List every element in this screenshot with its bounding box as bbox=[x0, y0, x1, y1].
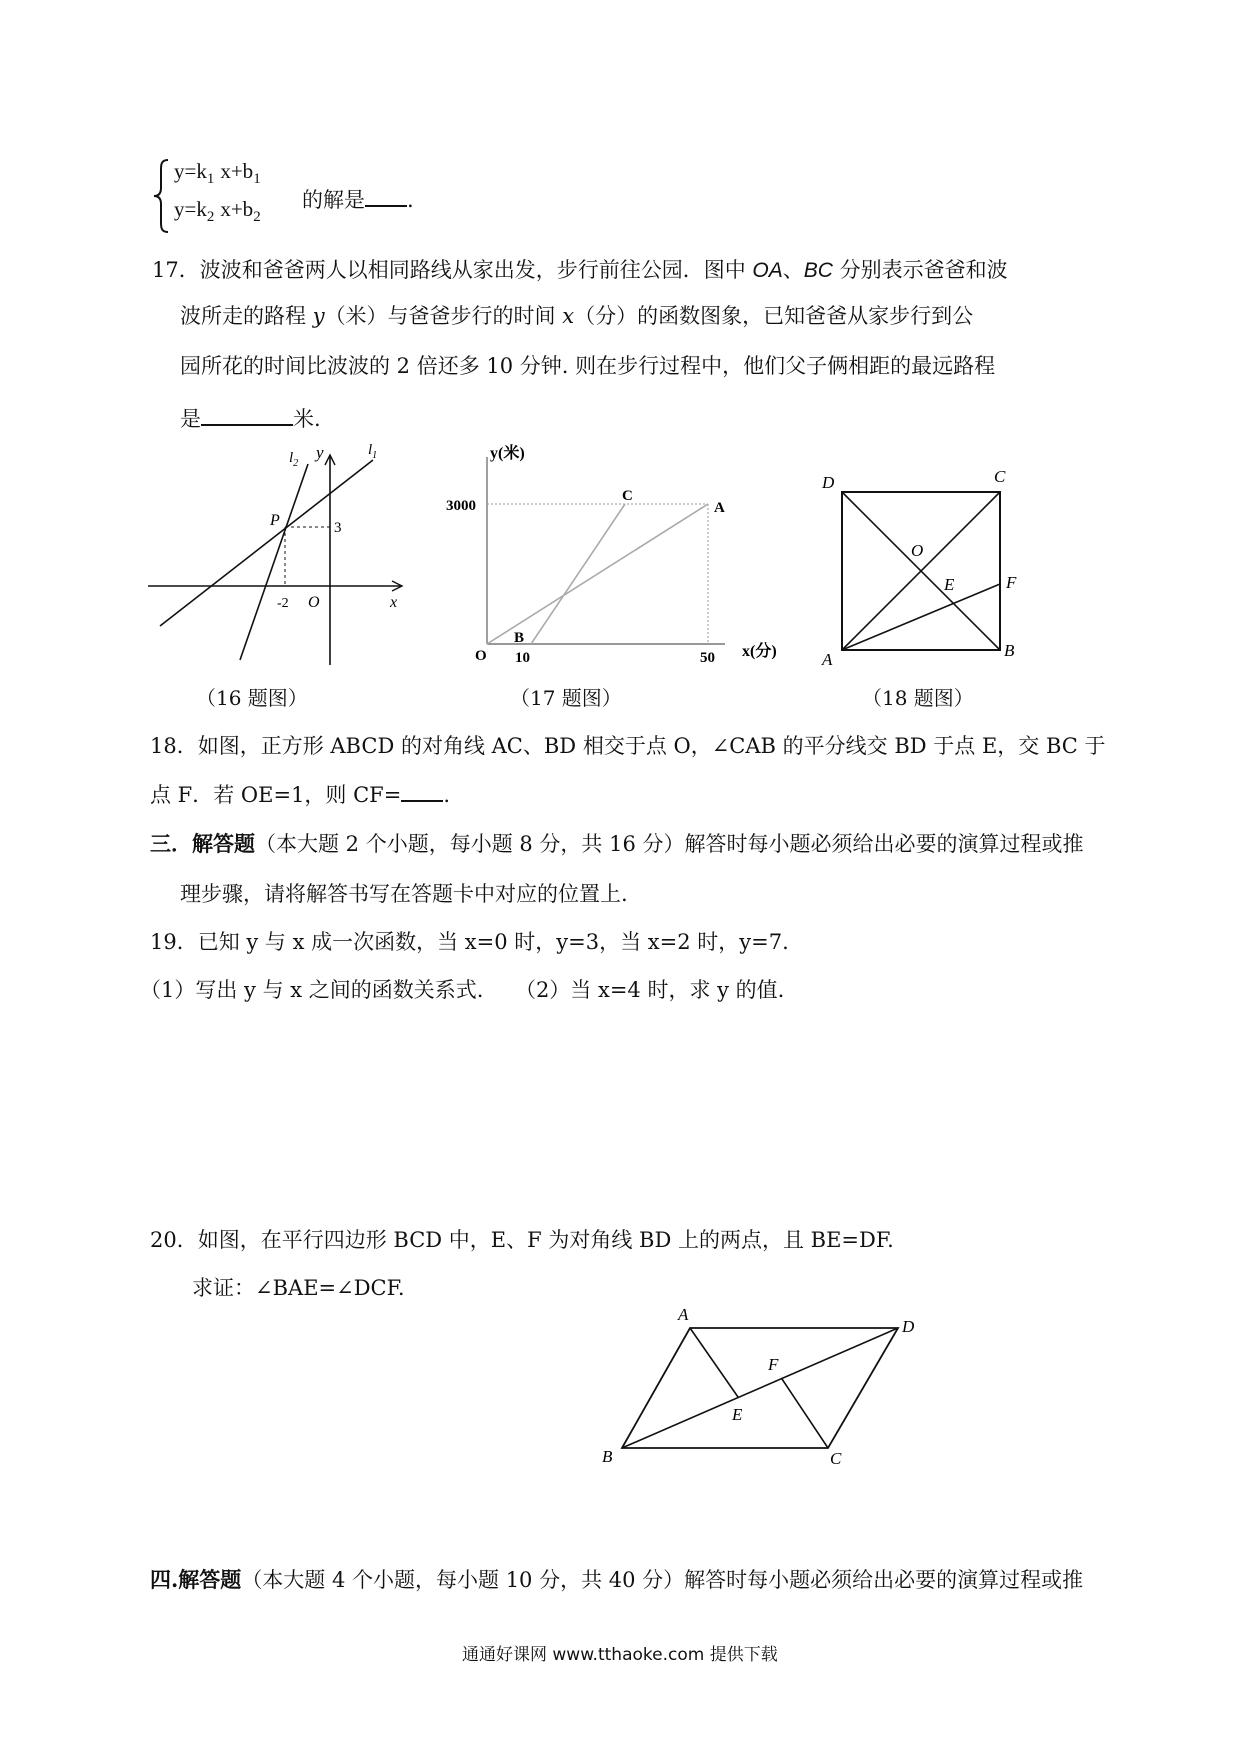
section3-heading bbox=[150, 830, 1084, 858]
fig18-label-o: O bbox=[911, 541, 924, 560]
system-suffix: 的解是 . bbox=[302, 184, 414, 214]
fig17-xlabel: x(分) bbox=[742, 643, 777, 660]
q20-line2: 求证：∠BAE=∠DCF. bbox=[192, 1276, 405, 1300]
system-eq2: $y=k_2$ $x+b_2$ bbox=[174, 197, 261, 226]
fig17-line-oa bbox=[487, 504, 708, 644]
fig20-label-a: A bbox=[678, 1305, 689, 1324]
fig17-tick-3000: 3000 bbox=[446, 498, 476, 514]
fig17-line-bc bbox=[531, 504, 625, 644]
fig20-label-c: C bbox=[830, 1449, 842, 1468]
fig16-label-l2: $l_2$ bbox=[289, 450, 299, 469]
figure-17 bbox=[440, 440, 800, 670]
section3-desc: （本大题 2 个小题，每小题 8 分，共 16 分）解答时每小题必须给出必要的演算过程或推 bbox=[255, 832, 1084, 856]
fig16-line-l2 bbox=[240, 464, 308, 660]
q20-line1: 20．如图，在平行四边形 BCD 中，E、F 为对角线 BD 上的两点，且 BE=DF. bbox=[150, 1228, 894, 1252]
fig16-caption: （16 题图） bbox=[196, 686, 308, 710]
fig18-line-af bbox=[842, 584, 1000, 650]
fig16-label-y: y bbox=[316, 443, 324, 462]
fig17-label-b: B bbox=[514, 630, 525, 646]
fig16-label-x: x bbox=[390, 594, 398, 611]
fig18-label-d: D bbox=[822, 473, 835, 492]
fig17-label-c: C bbox=[622, 488, 633, 504]
fig16-label-o: O bbox=[308, 594, 320, 611]
q17-line4: 是 米. bbox=[180, 404, 321, 433]
fig17-label-o: O bbox=[475, 648, 487, 664]
q17-line3: 园所花的时间比波波的 2 倍还多 10 分钟. 则在步行过程中，他们父子俩相距的最远路程 bbox=[180, 354, 996, 378]
fig17-caption: （17 题图） bbox=[510, 686, 622, 710]
fig16-label-3: 3 bbox=[334, 520, 342, 536]
fig20-line-cf bbox=[782, 1379, 828, 1448]
curly-brace bbox=[152, 156, 174, 236]
fig16-label-neg2: -2 bbox=[277, 596, 289, 611]
section4-title: 四.解答题 bbox=[150, 1567, 242, 1592]
fig18-label-a: A bbox=[822, 650, 833, 669]
section4-desc: （本大题 4 个小题，每小题 10 分，共 40 分）解答时每小题必须给出必要的演算过程或推 bbox=[241, 1568, 1084, 1592]
fig17-tick-10: 10 bbox=[515, 650, 530, 666]
equation-system bbox=[152, 156, 412, 236]
fig16-label-p: P bbox=[270, 512, 280, 529]
fig17-ylabel: y(米) bbox=[490, 445, 525, 462]
q17-line2: 波所走的路程 y（米）与爸爸步行的时间 x（分）的函数图象，已知爸爸从家步行到公 bbox=[180, 304, 974, 328]
fig20-label-b: B bbox=[602, 1447, 613, 1466]
fig16-label-l1: $l_1$ bbox=[368, 442, 378, 461]
fig18-label-f: F bbox=[1006, 573, 1017, 592]
fig18-caption: （18 题图） bbox=[862, 686, 974, 710]
fig20-line-ae bbox=[690, 1328, 738, 1397]
fig16-line-l1 bbox=[160, 460, 373, 626]
figure-18 bbox=[810, 460, 1030, 675]
q17-line1: 17．波波和爸爸两人以相同路线从家出发，步行前往公园．图中 OA、BC 分别表示爸爸和波 bbox=[152, 258, 1008, 282]
fig20-label-f: F bbox=[768, 1355, 779, 1374]
fig18-label-c: C bbox=[994, 467, 1006, 486]
q19-line2: （1）写出 y 与 x 之间的函数关系式. （2）当 x=4 时，求 y 的值. bbox=[140, 978, 785, 1002]
fig18-label-b: B bbox=[1004, 641, 1015, 660]
fig20-diag-bd bbox=[622, 1328, 898, 1448]
fig20-label-d: D bbox=[902, 1317, 915, 1336]
section3-desc2: 理步骤，请将解答书写在答题卡中对应的位置上. bbox=[180, 882, 628, 906]
section3-title: 三．解答题 bbox=[150, 831, 255, 856]
q18-line2: 点 F．若 OE=1，则 CF= . bbox=[150, 780, 450, 809]
section4-heading bbox=[150, 1566, 1083, 1594]
system-eq1: $y=k_1$ $x+b_1$ bbox=[174, 159, 261, 188]
fig17-tick-50: 50 bbox=[700, 650, 715, 666]
fig20-label-e: E bbox=[732, 1405, 743, 1424]
q18-line1: 18．如图，正方形 ABCD 的对角线 AC、BD 相交于点 O，∠CAB 的平分线交 BD 于点 E，交 BC 于 bbox=[150, 734, 1106, 758]
figure-16 bbox=[140, 440, 420, 670]
q19-line1: 19．已知 y 与 x 成一次函数，当 x=0 时，y=3，当 x=2 时，y=7. bbox=[150, 930, 789, 954]
fig18-label-e: E bbox=[944, 575, 955, 594]
figure-20 bbox=[590, 1300, 930, 1470]
footer-text: 通通好课网 www.tthaoke.com 提供下载 bbox=[462, 1645, 778, 1665]
fig17-label-a: A bbox=[714, 500, 725, 516]
